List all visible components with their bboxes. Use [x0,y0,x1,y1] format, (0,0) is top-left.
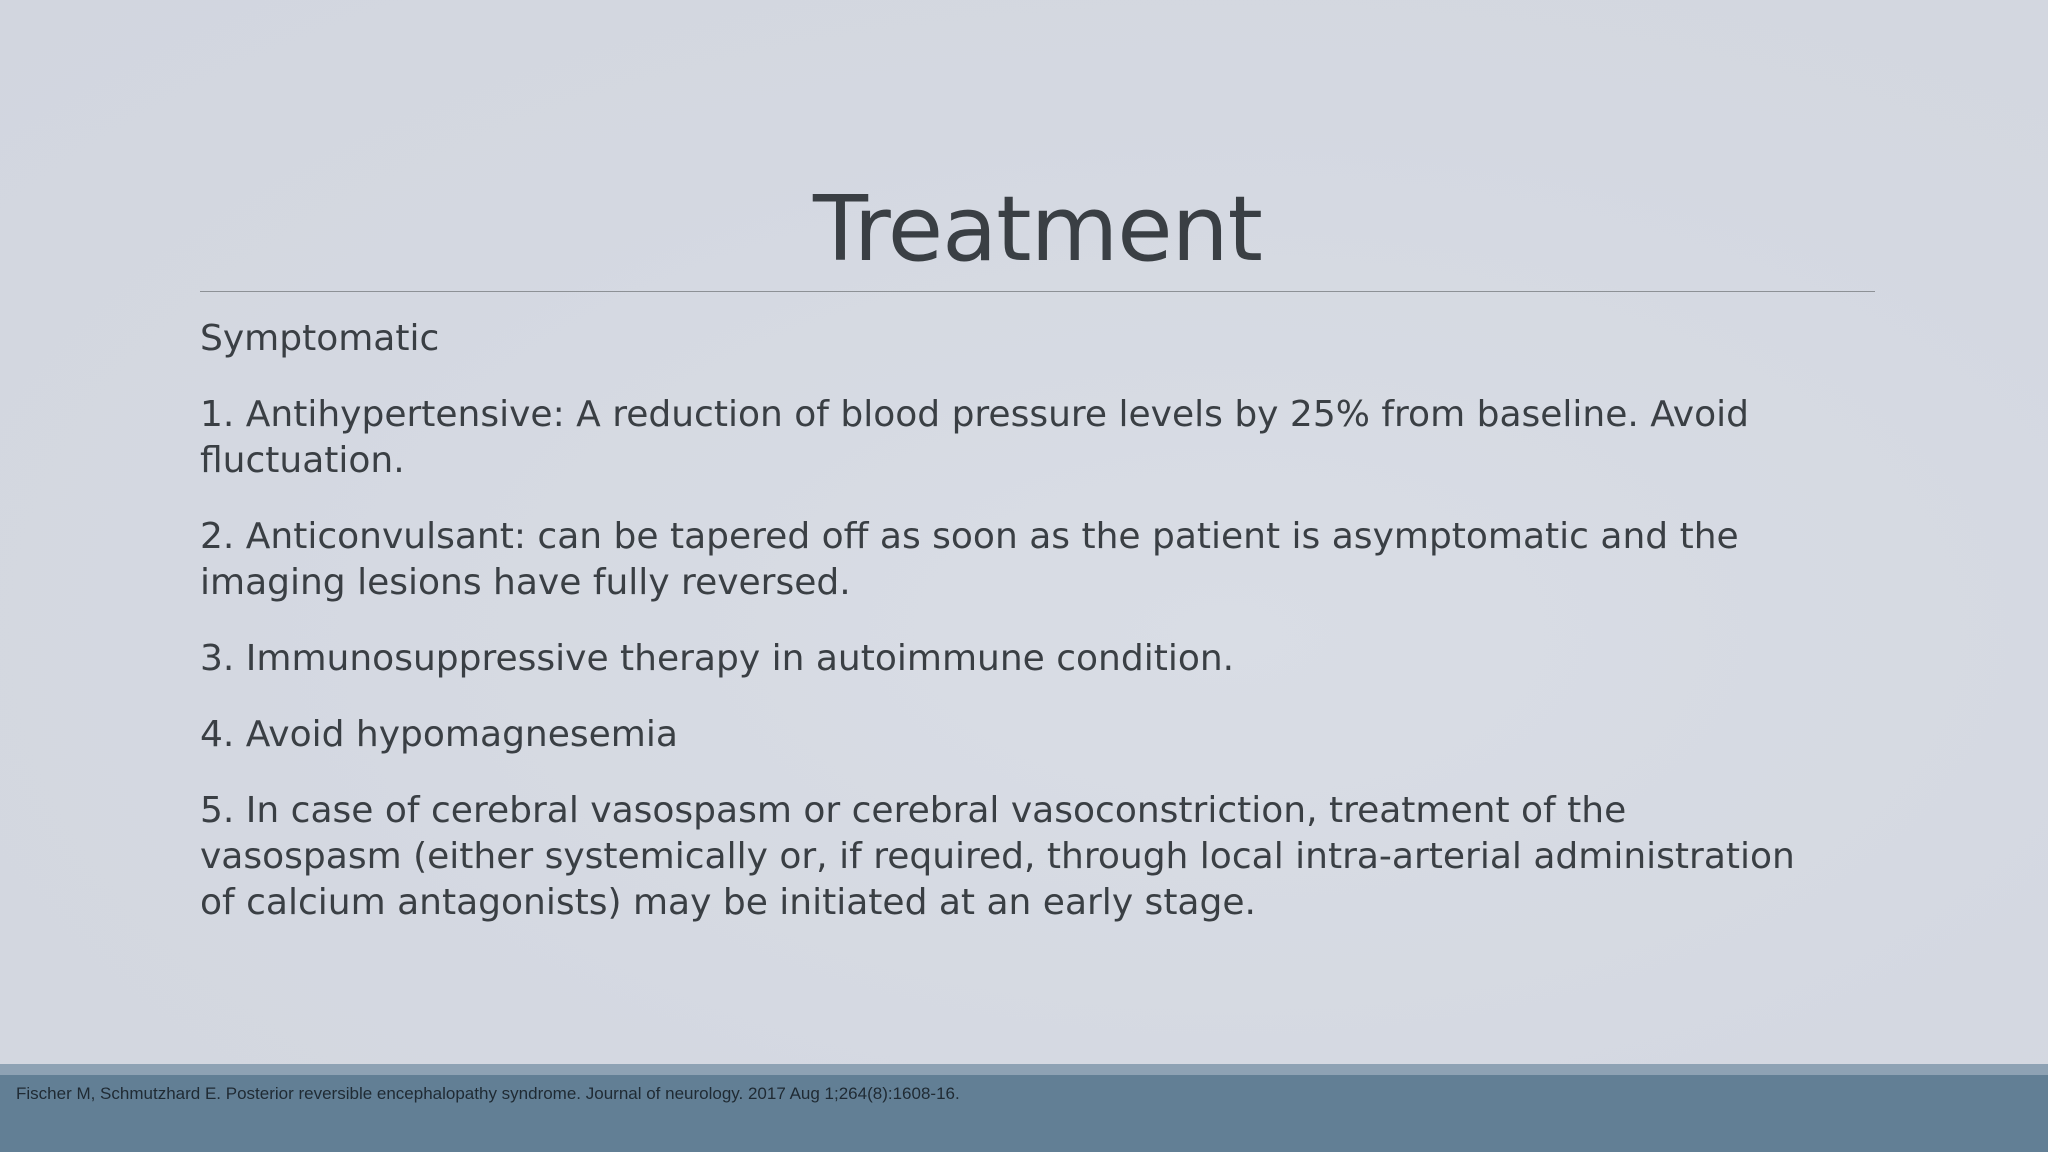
slide-title: Treatment [813,177,1262,282]
treatment-point-3: 3. Immunosuppressive therapy in autoimmune condition. [200,638,1235,679]
citation: Fischer M, Schmutzhard E. Posterior reversible encephalopathy syndrome. Journal of neurology. 2017 Aug 1;264(8):1608-16. [16,1084,960,1103]
title-divider [200,291,1875,292]
treatment-point-4: 4. Avoid hypomagnesemia [200,714,678,755]
slide-body [200,316,1820,956]
treatment-point-2: 2. Anticonvulsant: can be tapered off as soon as the patient is asymptomatic and the imaging lesions have fully reversed. [200,516,1739,603]
treatment-point-1: 1. Antihypertensive: A reduction of blood pressure levels by 25% from baseline. Avoid fluctuation. [200,394,1749,481]
subheading: Symptomatic [200,318,440,359]
footer-bar [0,1075,2048,1152]
footer-stripe [0,1064,2048,1075]
treatment-point-5: 5. In case of cerebral vasospasm or cerebral vasoconstriction, treatment of the vasospasm (either systemically or, if required, through local intra-arterial administration of calcium antagonists) may be initiated at an early stage. [200,790,1795,923]
